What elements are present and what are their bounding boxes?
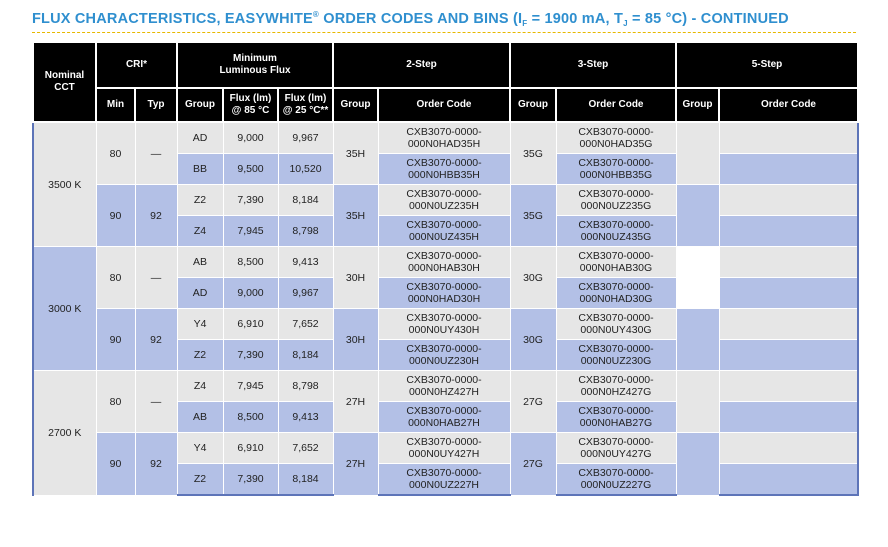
order-code-line2: 000N0HAB30H — [408, 262, 480, 274]
step3-group-cell: 35G — [510, 185, 556, 247]
step2-group-cell: 30H — [333, 247, 378, 309]
table-row — [33, 185, 858, 216]
header-flux-25 — [278, 88, 333, 122]
order-code-line1: CXB3070-0000- — [578, 374, 654, 386]
order-code-line2: 000N0HAD30G — [579, 293, 653, 305]
step3-group-cell: 35G — [510, 122, 556, 185]
order-code-line1: CXB3070-0000- — [406, 157, 482, 169]
order-code-line2: 000N0HAB27H — [408, 417, 480, 429]
flux-85-cell: 6,910 — [223, 433, 278, 464]
group-cell: AD — [177, 122, 223, 154]
table-row — [33, 309, 858, 340]
step2-order-code-cell — [378, 433, 510, 464]
header-flux-85-line1: Flux (lm) — [229, 93, 272, 104]
order-code-line1: CXB3070-0000- — [406, 405, 482, 417]
title-divider — [32, 32, 856, 33]
group-cell: Y4 — [177, 309, 223, 340]
order-code-line1: CXB3070-0000- — [578, 250, 654, 262]
group-cell: AB — [177, 402, 223, 433]
title-part-2: = 1900 mA, T — [527, 11, 624, 27]
order-code-line1: CXB3070-0000- — [406, 281, 482, 293]
header-3-step-order-code: Order Code — [556, 88, 676, 122]
flux-85-cell: 7,390 — [223, 185, 278, 216]
step2-group-cell: 30H — [333, 309, 378, 371]
flux-85-cell: 7,390 — [223, 340, 278, 371]
header-min-flux-line1: Minimum — [233, 53, 277, 64]
step2-order-code-cell — [378, 278, 510, 309]
order-code-line1: CXB3070-0000- — [578, 467, 654, 479]
order-code-line1: CXB3070-0000- — [578, 157, 654, 169]
step5-order-code-cell — [719, 309, 858, 340]
order-code-line1: CXB3070-0000- — [406, 312, 482, 324]
order-code-line2: 000N0UZ230H — [408, 355, 480, 367]
step3-order-code-cell — [556, 216, 676, 247]
step5-order-code-cell — [719, 247, 858, 278]
group-cell: AD — [177, 278, 223, 309]
header-min: Min — [96, 88, 135, 122]
header-2-step-order-code: Order Code — [378, 88, 510, 122]
step3-order-code-cell — [556, 464, 676, 496]
order-code-line1: CXB3070-0000- — [578, 126, 654, 138]
order-code-line2: 000N0UZ435G — [580, 231, 652, 243]
step3-order-code-cell — [556, 340, 676, 371]
header-5-step-group: Group — [676, 88, 719, 122]
step5-order-code-cell — [719, 154, 858, 185]
step3-group-cell: 27G — [510, 433, 556, 496]
cri-typ-cell: — — [135, 122, 177, 185]
step5-group-cell — [676, 433, 719, 496]
cri-min-cell: 90 — [96, 309, 135, 371]
flux-table — [32, 41, 859, 496]
flux-25-cell: 8,184 — [278, 340, 333, 371]
cri-min-cell: 90 — [96, 185, 135, 247]
flux-25-cell: 9,967 — [278, 122, 333, 154]
order-code-line1: CXB3070-0000- — [406, 188, 482, 200]
order-code-line1: CXB3070-0000- — [406, 343, 482, 355]
order-code-line1: CXB3070-0000- — [406, 374, 482, 386]
step3-order-code-cell — [556, 185, 676, 216]
order-code-line1: CXB3070-0000- — [578, 436, 654, 448]
flux-25-cell: 8,798 — [278, 371, 333, 402]
order-code-line1: CXB3070-0000- — [406, 126, 482, 138]
header-flux-85 — [223, 88, 278, 122]
title-registered-mark: ® — [312, 10, 320, 19]
flux-85-cell: 7,945 — [223, 371, 278, 402]
header-flux-25-line1: Flux (lm) — [284, 93, 327, 104]
group-cell: AB — [177, 247, 223, 278]
step5-group-cell — [676, 309, 719, 371]
step3-group-cell: 27G — [510, 371, 556, 433]
step3-order-code-cell — [556, 154, 676, 185]
step2-order-code-cell — [378, 402, 510, 433]
header-3-step: 3-Step — [510, 42, 676, 88]
header-typ: Typ — [135, 88, 177, 122]
flux-85-cell: 9,000 — [223, 122, 278, 154]
group-cell: BB — [177, 154, 223, 185]
flux-25-cell: 8,798 — [278, 216, 333, 247]
step2-order-code-cell — [378, 122, 510, 154]
order-code-line1: CXB3070-0000- — [578, 219, 654, 231]
title-part-1: ORDER CODES AND BINS (I — [319, 11, 523, 27]
order-code-line2: 000N0UY430G — [580, 324, 652, 336]
table-row — [33, 122, 858, 154]
flux-25-cell: 9,967 — [278, 278, 333, 309]
group-cell: Z2 — [177, 185, 223, 216]
step2-order-code-cell — [378, 154, 510, 185]
title-subscript-j: J — [623, 19, 628, 28]
step3-order-code-cell — [556, 247, 676, 278]
title-subscript-f: F — [522, 19, 528, 28]
header-min-luminous-flux — [177, 42, 333, 88]
order-code-line1: CXB3070-0000- — [406, 250, 482, 262]
order-code-line2: 000N0UZ230G — [580, 355, 652, 367]
step3-order-code-cell — [556, 278, 676, 309]
step5-order-code-cell — [719, 122, 858, 154]
group-cell: Z4 — [177, 216, 223, 247]
cct-cell: 3000 K — [33, 247, 96, 371]
header-5-step: 5-Step — [676, 42, 858, 88]
order-code-line2: 000N0HZ427G — [580, 386, 652, 398]
flux-25-cell: 8,184 — [278, 185, 333, 216]
flux-25-cell: 10,520 — [278, 154, 333, 185]
cri-typ-cell: — — [135, 371, 177, 433]
step5-order-code-cell — [719, 185, 858, 216]
order-code-line1: CXB3070-0000- — [406, 436, 482, 448]
cri-min-cell: 80 — [96, 122, 135, 185]
step2-order-code-cell — [378, 464, 510, 496]
step2-order-code-cell — [378, 247, 510, 278]
step2-order-code-cell — [378, 340, 510, 371]
order-code-line1: CXB3070-0000- — [578, 405, 654, 417]
flux-85-cell: 7,390 — [223, 464, 278, 496]
flux-85-cell: 8,500 — [223, 247, 278, 278]
step5-order-code-cell — [719, 464, 858, 496]
order-code-line2: 000N0HBB35H — [408, 169, 480, 181]
header-flux-85-line2: @ 85 °C — [231, 105, 270, 116]
table-row — [33, 371, 858, 402]
cct-cell: 3500 K — [33, 122, 96, 247]
step3-group-cell: 30G — [510, 309, 556, 371]
cri-typ-cell: 92 — [135, 433, 177, 496]
order-code-line1: CXB3070-0000- — [578, 312, 654, 324]
flux-85-cell: 9,000 — [223, 278, 278, 309]
cri-typ-cell: 92 — [135, 185, 177, 247]
step3-order-code-cell — [556, 309, 676, 340]
step5-order-code-cell — [719, 216, 858, 247]
order-code-line2: 000N0UZ435H — [408, 231, 480, 243]
order-code-line2: 000N0UY430H — [408, 324, 480, 336]
title-main: FLUX CHARACTERISTICS, EASYWHITE — [32, 11, 313, 27]
table-row — [33, 247, 858, 278]
step2-group-cell: 27H — [333, 433, 378, 496]
flux-85-cell: 9,500 — [223, 154, 278, 185]
step2-group-cell: 35H — [333, 122, 378, 185]
cri-typ-cell: — — [135, 247, 177, 309]
group-cell: Z2 — [177, 340, 223, 371]
step5-order-code-cell — [719, 433, 858, 464]
header-3-step-group: Group — [510, 88, 556, 122]
group-cell: Y4 — [177, 433, 223, 464]
step2-group-cell: 35H — [333, 185, 378, 247]
step2-order-code-cell — [378, 185, 510, 216]
order-code-line2: 000N0UZ235G — [580, 200, 652, 212]
cct-cell: 2700 K — [33, 371, 96, 496]
step5-order-code-cell — [719, 278, 858, 309]
step2-order-code-cell — [378, 371, 510, 402]
step5-order-code-cell — [719, 340, 858, 371]
cri-min-cell: 90 — [96, 433, 135, 496]
order-code-line2: 000N0HAD30H — [407, 293, 481, 305]
flux-25-cell: 7,652 — [278, 433, 333, 464]
step2-group-cell: 27H — [333, 371, 378, 433]
header-2-step: 2-Step — [333, 42, 510, 88]
header-group: Group — [177, 88, 223, 122]
flux-25-cell: 9,413 — [278, 247, 333, 278]
order-code-line2: 000N0HAD35G — [579, 138, 653, 150]
cri-min-cell: 80 — [96, 371, 135, 433]
step5-group-cell — [676, 371, 719, 433]
step2-order-code-cell — [378, 216, 510, 247]
flux-85-cell: 6,910 — [223, 309, 278, 340]
step3-order-code-cell — [556, 371, 676, 402]
step5-group-cell — [676, 185, 719, 247]
order-code-line2: 000N0UZ227G — [580, 479, 652, 491]
step3-order-code-cell — [556, 122, 676, 154]
order-code-line2: 000N0HAB27G — [579, 417, 653, 429]
step5-group-cell — [676, 122, 719, 185]
order-code-line2: 000N0HAD35H — [407, 138, 481, 150]
step5-order-code-cell — [719, 371, 858, 402]
header-min-flux-line2: Luminous Flux — [219, 65, 291, 76]
step2-order-code-cell — [378, 309, 510, 340]
order-code-line1: CXB3070-0000- — [406, 219, 482, 231]
flux-85-cell: 7,945 — [223, 216, 278, 247]
step3-order-code-cell — [556, 433, 676, 464]
header-2-step-group: Group — [333, 88, 378, 122]
step5-order-code-cell — [719, 402, 858, 433]
order-code-line2: 000N0HAB30G — [579, 262, 653, 274]
flux-25-cell: 7,652 — [278, 309, 333, 340]
group-cell: Z4 — [177, 371, 223, 402]
header-flux-25-line2: @ 25 °C** — [282, 105, 329, 116]
header-nominal-cct: Nominal CCT — [33, 42, 96, 122]
cri-min-cell: 80 — [96, 247, 135, 309]
group-cell: Z2 — [177, 464, 223, 496]
order-code-line2: 000N0UY427G — [580, 448, 652, 460]
step3-group-cell: 30G — [510, 247, 556, 309]
title-part-3: = 85 °C) - CONTINUED — [627, 11, 789, 27]
order-code-line2: 000N0HZ427H — [408, 386, 480, 398]
order-code-line2: 000N0UY427H — [408, 448, 480, 460]
order-code-line1: CXB3070-0000- — [406, 467, 482, 479]
step3-order-code-cell — [556, 402, 676, 433]
header-cri: CRI* — [96, 42, 177, 88]
order-code-line1: CXB3070-0000- — [578, 281, 654, 293]
flux-25-cell: 8,184 — [278, 464, 333, 496]
order-code-line1: CXB3070-0000- — [578, 188, 654, 200]
table-row — [33, 433, 858, 464]
header-5-step-order-code: Order Code — [719, 88, 858, 122]
cri-typ-cell: 92 — [135, 309, 177, 371]
order-code-line2: 000N0HBB35G — [579, 169, 653, 181]
flux-25-cell: 9,413 — [278, 402, 333, 433]
order-code-line2: 000N0UZ235H — [408, 200, 480, 212]
flux-85-cell: 8,500 — [223, 402, 278, 433]
order-code-line2: 000N0UZ227H — [408, 479, 480, 491]
page-title — [32, 10, 789, 28]
step5-group-cell — [676, 247, 719, 309]
order-code-line1: CXB3070-0000- — [578, 343, 654, 355]
